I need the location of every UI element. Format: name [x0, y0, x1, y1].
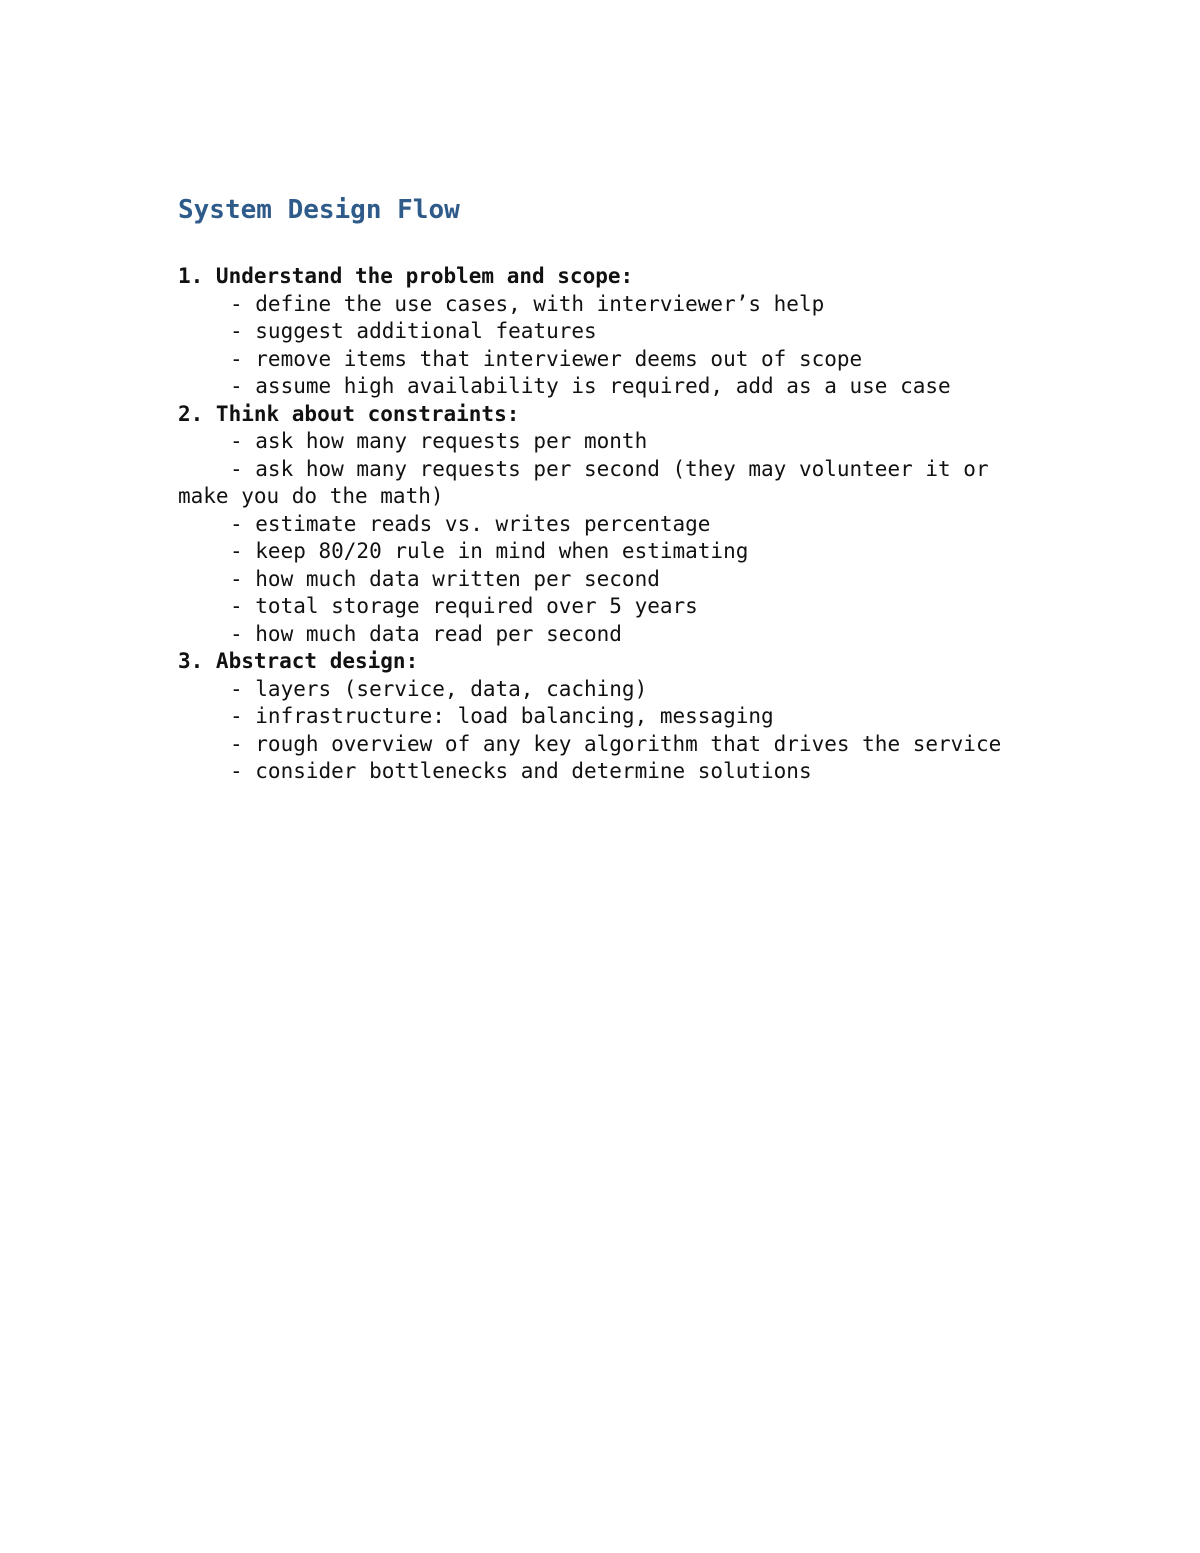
list-item: - estimate reads vs. writes percentage: [230, 511, 711, 536]
list-item: - define the use cases, with interviewer’s help: [230, 291, 825, 316]
list-item: - how much data written per second: [230, 566, 660, 591]
list-item: - remove items that interviewer deems out of scope: [230, 346, 863, 371]
section-constraints: [178, 401, 1038, 649]
list-item: - suggest additional features: [230, 319, 597, 343]
list-item: - assume high availability is required, add as a use case: [230, 374, 951, 398]
list-item: - keep 80/20 rule in mind when estimating: [230, 539, 749, 563]
section-heading: 3. Abstract design:: [178, 649, 419, 673]
list-item: - rough overview of any key algorithm that drives the service: [230, 731, 1002, 756]
list-item: - total storage required over 5 years: [230, 594, 698, 618]
list-item: - how much data read per second: [230, 621, 622, 646]
list-item: - ask how many requests per month: [230, 429, 648, 453]
section-heading: 2. Think about constraints:: [178, 401, 520, 426]
list-item-text: - ask how many requests per second (they may volunteer it or: [230, 456, 989, 481]
list-item: - infrastructure: load balancing, messaging: [230, 704, 774, 728]
list-item: - consider bottlenecks and determine solutions: [230, 759, 812, 783]
list-item: - layers (service, data, caching): [230, 676, 648, 701]
section-understand-problem: [178, 263, 1038, 401]
section-heading: 1. Understand the problem and scope:: [178, 264, 634, 288]
section-abstract-design: [178, 648, 1038, 786]
list-item: [178, 456, 1038, 511]
document-body: [178, 190, 1038, 786]
list-item-continuation: make you do the math): [178, 484, 444, 508]
document-title: System Design Flow: [178, 195, 460, 225]
